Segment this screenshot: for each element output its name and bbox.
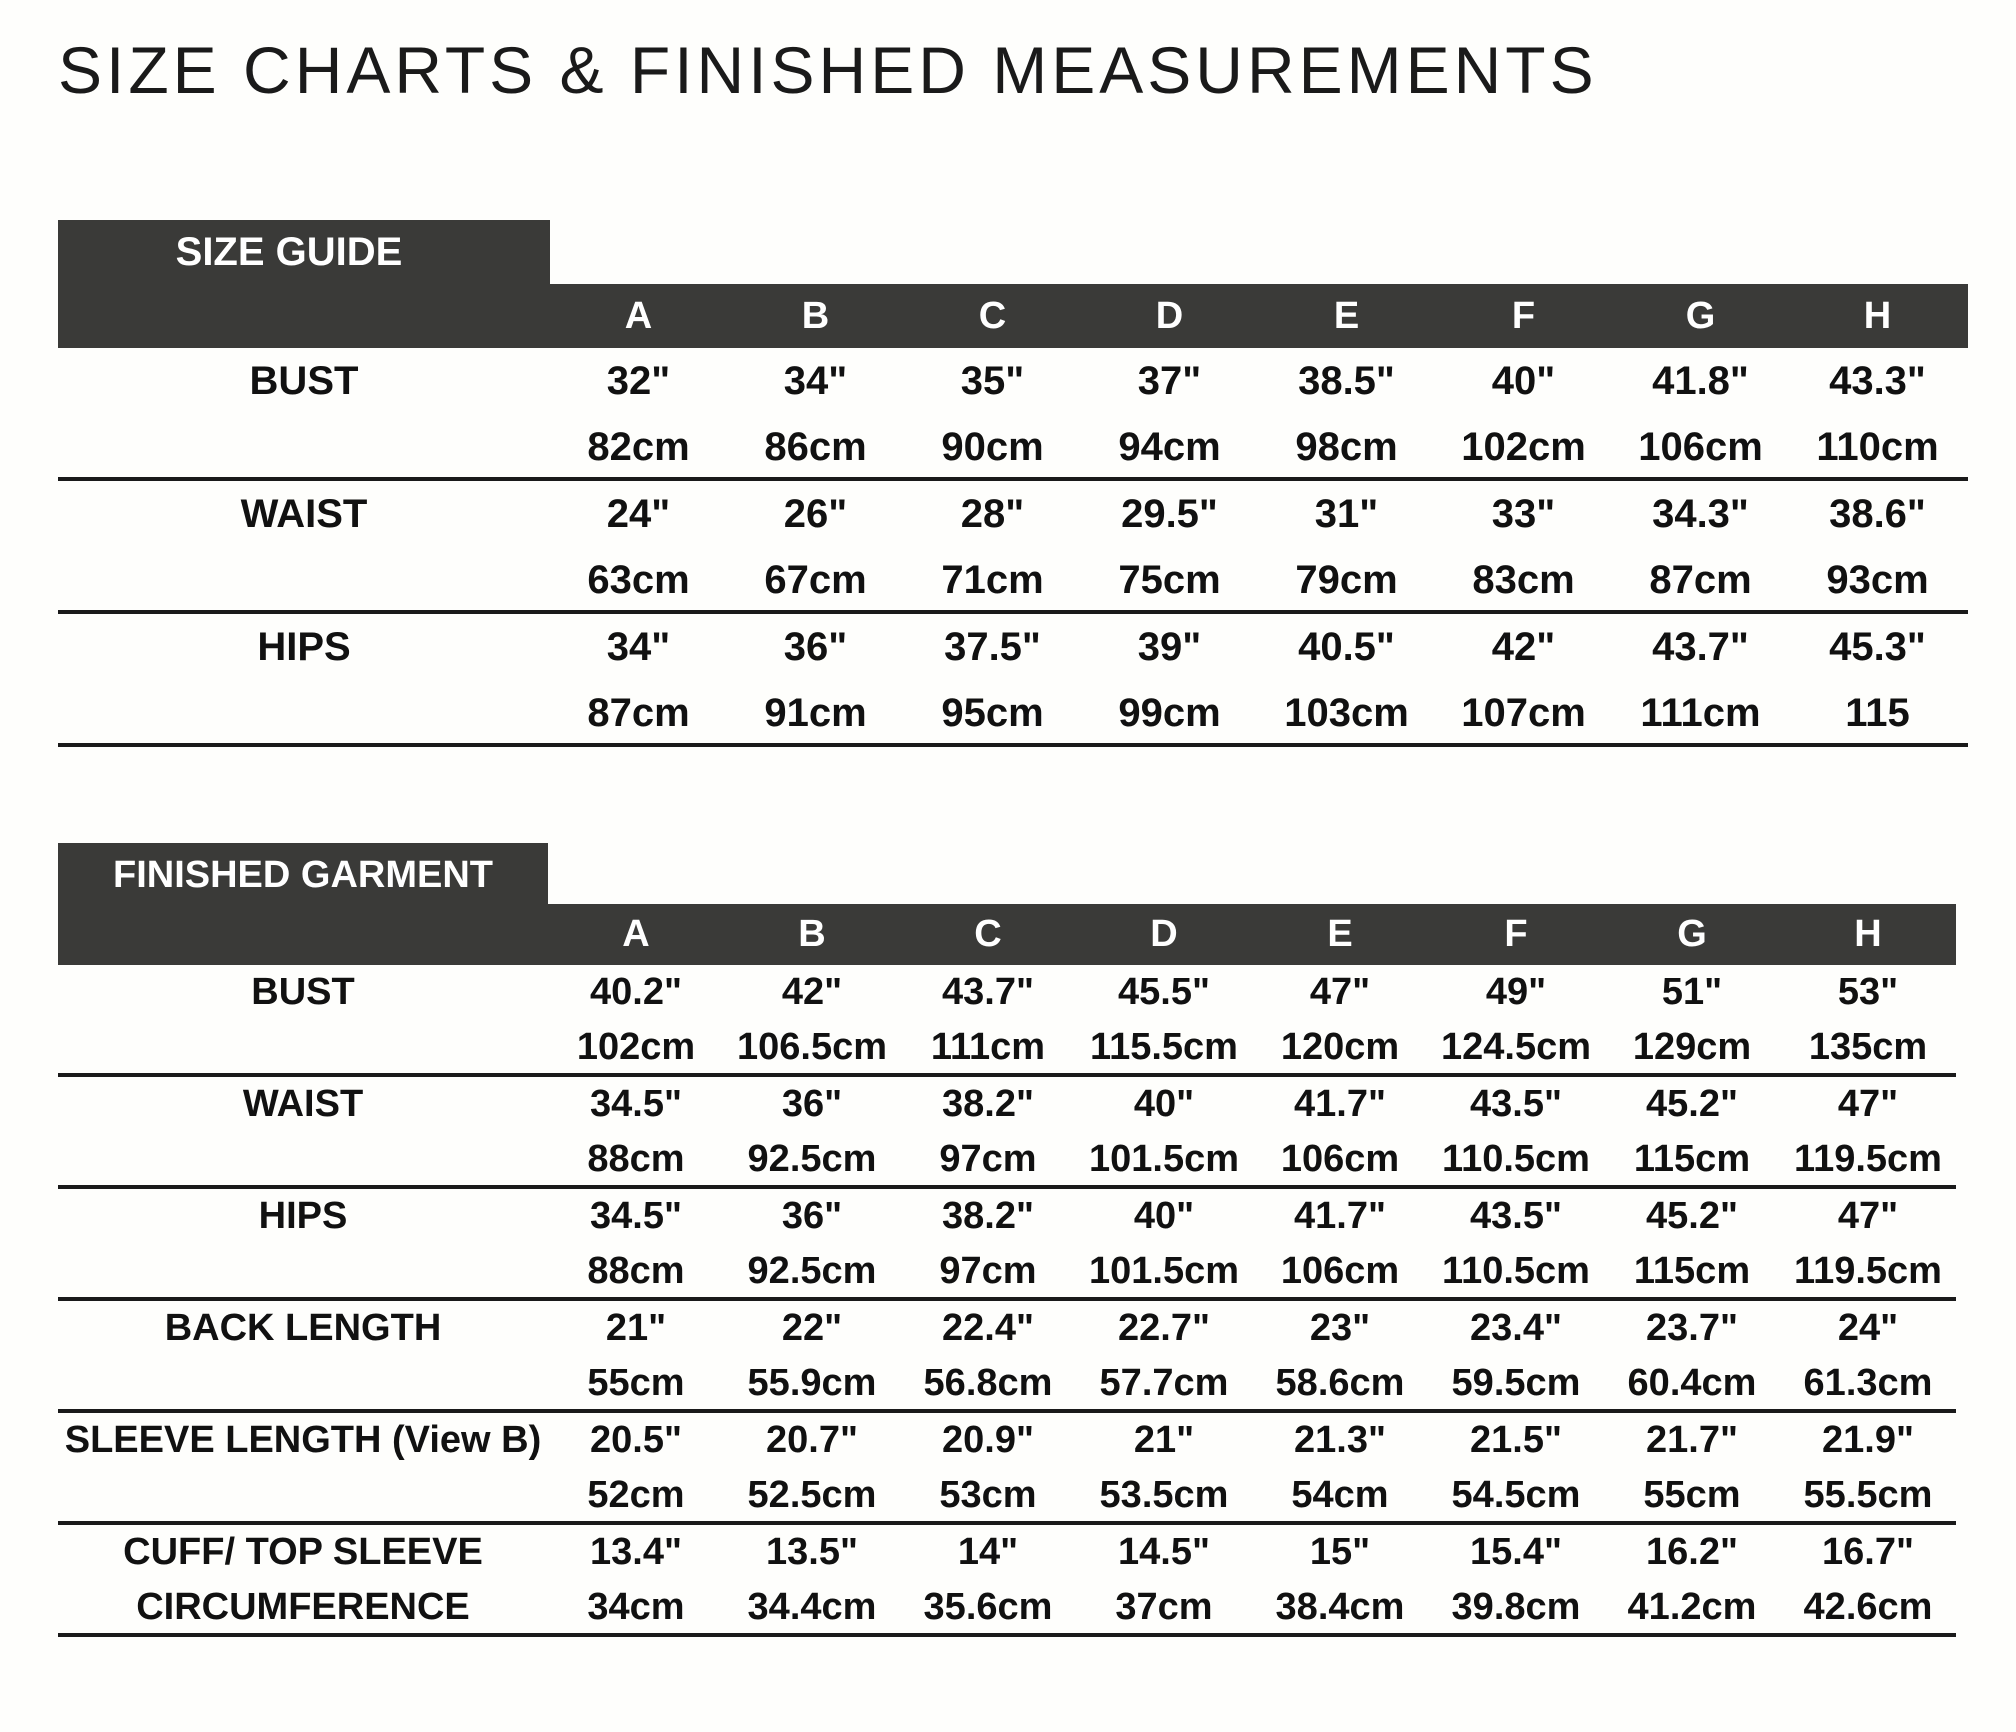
table-cell [727, 481, 904, 610]
table-cell [900, 965, 1076, 1073]
value-cm: 86cm [764, 425, 867, 469]
row-label [58, 1413, 548, 1521]
size-header-g: G [1677, 913, 1707, 955]
value-cm: 135cm [1808, 1026, 1928, 1068]
table-row [58, 1077, 1956, 1189]
value-inches: 15" [1309, 1531, 1371, 1573]
value-inches: 40" [1133, 1195, 1195, 1237]
value-inches: 21" [1133, 1419, 1195, 1461]
size-header-e: E [1333, 294, 1360, 337]
value-inches: 47" [1837, 1083, 1899, 1125]
value-cm: 94cm [1118, 425, 1221, 469]
value-cm: 53cm [939, 1474, 1037, 1516]
table-cell [1604, 1301, 1780, 1409]
table-cell [1604, 1189, 1780, 1297]
table-cell [1076, 1413, 1252, 1521]
table-cell [1258, 481, 1435, 610]
table-cell [548, 1189, 724, 1297]
value-cm: 75cm [1118, 558, 1221, 602]
value-cm: 88cm [587, 1138, 685, 1180]
value-inches: 21" [605, 1307, 667, 1349]
value-cm: 124.5cm [1440, 1026, 1591, 1068]
value-inches: 47" [1837, 1195, 1899, 1237]
value-inches: 45.5" [1118, 971, 1210, 1013]
value-cm: 91cm [764, 691, 867, 735]
table-cell [724, 1189, 900, 1297]
table-cell [724, 1525, 900, 1633]
value-cm: 106.5cm [736, 1026, 887, 1068]
row-label-text: CUFF/ TOP SLEEVE [123, 1531, 483, 1573]
value-inches: 20.5" [590, 1419, 682, 1461]
value-inches: 40" [1133, 1083, 1195, 1125]
value-inches: 41.8" [1652, 359, 1749, 403]
size-guide-table [58, 220, 1968, 750]
value-cm: 98cm [1295, 425, 1398, 469]
value-cm: 54.5cm [1451, 1474, 1581, 1516]
table-cell [1252, 1189, 1428, 1297]
value-cm: 52cm [587, 1474, 685, 1516]
size-header-f: F [1511, 294, 1536, 337]
row-label [58, 1077, 548, 1185]
table-cell [1428, 1525, 1604, 1633]
value-inches: 23" [1309, 1307, 1371, 1349]
value-inches: 41.7" [1294, 1195, 1386, 1237]
value-inches: 43.5" [1470, 1195, 1562, 1237]
value-inches: 15.4" [1470, 1531, 1562, 1573]
table-cell [1780, 1413, 1956, 1521]
table-cell [1076, 1189, 1252, 1297]
value-cm: 110.5cm [1442, 1250, 1590, 1292]
row-label [58, 614, 550, 743]
table-row [58, 481, 1968, 614]
row-label-text: BUST [249, 359, 359, 403]
value-cm: 61.3cm [1803, 1362, 1933, 1404]
row-values [548, 1413, 1956, 1521]
value-inches: 47" [1309, 971, 1371, 1013]
table-row [58, 614, 1968, 747]
row-label-text: SLEEVE LENGTH (View B) [64, 1419, 542, 1461]
value-inches: 34.3" [1652, 492, 1749, 536]
value-inches: 21.3" [1294, 1419, 1386, 1461]
table-cell [1076, 1077, 1252, 1185]
size-header-d: D [1155, 294, 1184, 337]
table-cell [1604, 965, 1780, 1073]
value-cm: 102cm [576, 1026, 696, 1068]
value-inches: 24" [1837, 1307, 1899, 1349]
table-cell [727, 614, 904, 743]
value-inches: 40.5" [1298, 625, 1395, 669]
table-cell [550, 481, 727, 610]
row-label [58, 1525, 548, 1633]
value-inches: 38.2" [942, 1083, 1034, 1125]
table-cell [1604, 1077, 1780, 1185]
table-row [58, 1301, 1956, 1413]
value-inches: 39" [1137, 625, 1202, 669]
size-header-d: D [1150, 913, 1178, 955]
value-inches: 16.2" [1646, 1531, 1738, 1573]
row-values [548, 1077, 1956, 1185]
value-inches: 45.2" [1646, 1083, 1738, 1125]
value-inches: 34.5" [590, 1083, 682, 1125]
table-cell [1428, 1413, 1604, 1521]
value-cm: 107cm [1461, 691, 1586, 735]
value-cm: 115 [1845, 691, 1910, 735]
value-inches: 42" [1491, 625, 1556, 669]
table-cell [1604, 1413, 1780, 1521]
row-label-text: HIPS [257, 625, 351, 669]
table-cell [904, 481, 1081, 610]
finished-garment-label-line1: FINISHED GARMENT [113, 854, 493, 896]
value-cm: 101.5cm [1088, 1250, 1239, 1292]
table-cell [724, 965, 900, 1073]
value-inches: 35" [960, 359, 1025, 403]
table-cell [724, 1301, 900, 1409]
value-cm: 110cm [1816, 425, 1939, 469]
value-cm: 106cm [1280, 1250, 1400, 1292]
table-cell [548, 1525, 724, 1633]
value-inches: 28" [960, 492, 1025, 536]
value-cm: 54cm [1291, 1474, 1389, 1516]
value-inches: 32" [606, 359, 671, 403]
value-cm: 59.5cm [1451, 1362, 1581, 1404]
value-cm: 115cm [1633, 1250, 1751, 1292]
table-cell [1252, 1525, 1428, 1633]
value-inches: 37.5" [944, 625, 1041, 669]
size-header-c: C [978, 294, 1007, 337]
table-cell [724, 1077, 900, 1185]
value-cm: 34.4cm [747, 1586, 877, 1628]
table-cell [727, 348, 904, 477]
value-cm: 57.7cm [1099, 1362, 1229, 1404]
value-cm: 83cm [1472, 558, 1575, 602]
table-cell [1258, 614, 1435, 743]
value-inches: 38.2" [942, 1195, 1034, 1237]
table-cell [904, 348, 1081, 477]
size-header-f: F [1504, 913, 1528, 955]
value-inches: 33" [1491, 492, 1556, 536]
table-cell [1780, 965, 1956, 1073]
value-inches: 24" [606, 492, 671, 536]
value-inches: 43.5" [1470, 1083, 1562, 1125]
value-inches: 36" [781, 1083, 843, 1125]
value-cm: 102cm [1461, 425, 1586, 469]
value-inches: 45.3" [1829, 625, 1926, 669]
table-cell [1612, 614, 1789, 743]
table-cell [1604, 1525, 1780, 1633]
value-cm: 111cm [1640, 691, 1761, 735]
value-inches: 45.2" [1646, 1195, 1738, 1237]
table-cell [550, 614, 727, 743]
size-guide-label: SIZE GUIDE [175, 229, 403, 274]
table-row [58, 1525, 1956, 1637]
size-header-b: B [798, 913, 826, 955]
table-cell [1789, 614, 1966, 743]
table-cell [1428, 965, 1604, 1073]
size-guide-header [58, 284, 1968, 348]
row-label [58, 965, 548, 1073]
value-cm: 38.4cm [1275, 1586, 1405, 1628]
value-inches: 20.7" [766, 1419, 858, 1461]
value-cm: 120cm [1280, 1026, 1400, 1068]
row-label-text: HIPS [258, 1195, 348, 1237]
row-values [550, 348, 1966, 477]
value-inches: 38.5" [1298, 359, 1395, 403]
value-inches: 26" [783, 492, 848, 536]
value-cm: 115cm [1633, 1138, 1751, 1180]
value-cm: 95cm [941, 691, 1044, 735]
size-header-e: E [1327, 913, 1353, 955]
row-label-text: WAIST [240, 492, 368, 536]
value-inches: 43.7" [942, 971, 1034, 1013]
value-cm: 87cm [587, 691, 690, 735]
table-cell [1076, 965, 1252, 1073]
table-cell [1780, 1301, 1956, 1409]
value-inches: 42" [781, 971, 843, 1013]
table-cell [1081, 481, 1258, 610]
value-cm: 110.5cm [1442, 1138, 1590, 1180]
row-label [58, 481, 550, 610]
size-header-a: A [624, 294, 653, 337]
size-header-g: G [1685, 294, 1716, 337]
value-inches: 23.7" [1646, 1307, 1738, 1349]
value-cm: 79cm [1295, 558, 1398, 602]
value-inches: 41.7" [1294, 1083, 1386, 1125]
value-cm: 82cm [587, 425, 690, 469]
table-cell [1435, 614, 1612, 743]
value-cm: 106cm [1280, 1138, 1400, 1180]
table-row [58, 1413, 1956, 1525]
value-cm: 60.4cm [1627, 1362, 1757, 1404]
value-cm: 55cm [587, 1362, 685, 1404]
table-cell [1252, 1077, 1428, 1185]
table-cell [1789, 348, 1966, 477]
row-values [548, 1525, 1956, 1633]
value-inches: 37" [1137, 359, 1202, 403]
table-cell [1252, 965, 1428, 1073]
table-cell [1081, 614, 1258, 743]
value-cm: 52.5cm [747, 1474, 877, 1516]
value-inches: 16.7" [1822, 1531, 1914, 1573]
value-inches: 13.5" [766, 1531, 858, 1573]
value-inches: 23.4" [1470, 1307, 1562, 1349]
row-label [58, 1189, 548, 1297]
table-cell [900, 1077, 1076, 1185]
value-inches: 21.9" [1822, 1419, 1914, 1461]
table-cell [1612, 481, 1789, 610]
value-inches: 29.5" [1121, 492, 1218, 536]
value-cm: 39.8cm [1451, 1586, 1581, 1628]
row-label [58, 348, 550, 477]
value-inches: 51" [1661, 971, 1723, 1013]
value-inches: 38.6" [1829, 492, 1926, 536]
table-cell [1780, 1189, 1956, 1297]
table-row [58, 965, 1956, 1077]
row-label [58, 1301, 548, 1409]
value-cm: 35.6cm [923, 1586, 1053, 1628]
size-header-c: C [974, 913, 1002, 955]
value-cm: 129cm [1632, 1026, 1752, 1068]
row-values [550, 614, 1966, 743]
value-inches: 49" [1485, 971, 1547, 1013]
value-cm: 115.5cm [1090, 1026, 1238, 1068]
value-cm: 63cm [587, 558, 690, 602]
value-cm: 41.2cm [1627, 1586, 1757, 1628]
value-cm: 103cm [1284, 691, 1409, 735]
table-cell [1428, 1301, 1604, 1409]
table-cell [548, 1301, 724, 1409]
table-cell [1780, 1077, 1956, 1185]
table-cell [1612, 348, 1789, 477]
table-row [58, 1189, 1956, 1301]
value-cm: 53.5cm [1099, 1474, 1229, 1516]
page-title: SIZE CHARTS & FINISHED MEASUREMENTS [58, 33, 1598, 107]
table-cell [900, 1525, 1076, 1633]
row-values [550, 481, 1966, 610]
table-cell [1076, 1525, 1252, 1633]
value-cm: 88cm [587, 1250, 685, 1292]
value-cm: 111cm [930, 1026, 1046, 1068]
value-inches: 14" [957, 1531, 1019, 1573]
value-inches: 21.5" [1470, 1419, 1562, 1461]
table-cell [1789, 481, 1966, 610]
table-cell [900, 1301, 1076, 1409]
value-inches: 34" [606, 625, 671, 669]
size-header-h: H [1863, 294, 1892, 337]
value-cm: 119.5cm [1794, 1138, 1942, 1180]
row-label-text: WAIST [242, 1083, 364, 1125]
table-cell [1428, 1077, 1604, 1185]
table-cell [900, 1413, 1076, 1521]
size-header-a: A [622, 913, 650, 955]
value-inches: 34.5" [590, 1195, 682, 1237]
table-cell [1435, 348, 1612, 477]
value-cm: 67cm [764, 558, 867, 602]
value-cm: 37cm [1115, 1586, 1213, 1628]
table-cell [724, 1413, 900, 1521]
table-cell [548, 1077, 724, 1185]
table-cell [900, 1189, 1076, 1297]
value-inches: 34" [783, 359, 848, 403]
value-inches: 14.5" [1118, 1531, 1210, 1573]
table-cell [1435, 481, 1612, 610]
finished-garment-header [58, 904, 1956, 965]
value-cm: 55.5cm [1803, 1474, 1933, 1516]
size-header-h: H [1854, 913, 1882, 955]
value-cm: 92.5cm [747, 1250, 877, 1292]
size-guide-tab [58, 220, 550, 284]
value-cm: 92.5cm [747, 1138, 877, 1180]
value-inches: 36" [781, 1195, 843, 1237]
value-cm: 106cm [1638, 425, 1763, 469]
value-cm: 34cm [587, 1586, 685, 1628]
value-inches: 36" [783, 625, 848, 669]
value-inches: 20.9" [942, 1419, 1034, 1461]
table-cell [548, 965, 724, 1073]
value-cm: 93cm [1826, 558, 1929, 602]
value-inches: 31" [1314, 492, 1379, 536]
value-cm: 42.6cm [1803, 1586, 1933, 1628]
value-cm: 97cm [939, 1138, 1037, 1180]
size-header-b: B [801, 294, 830, 337]
table-cell [904, 614, 1081, 743]
value-inches: 22" [781, 1307, 843, 1349]
value-inches: 40.2" [590, 971, 682, 1013]
table-cell [1076, 1301, 1252, 1409]
row-label-text-line2: CIRCUMFERENCE [136, 1586, 470, 1628]
value-inches: 43.7" [1652, 625, 1749, 669]
row-values [548, 965, 1956, 1073]
value-inches: 13.4" [590, 1531, 682, 1573]
table-cell [1252, 1413, 1428, 1521]
value-cm: 101.5cm [1088, 1138, 1239, 1180]
row-label-text: BACK LENGTH [164, 1307, 442, 1349]
table-cell [1252, 1301, 1428, 1409]
table-cell [1428, 1189, 1604, 1297]
value-cm: 99cm [1118, 691, 1221, 735]
table-row [58, 348, 1968, 481]
table-cell [1258, 348, 1435, 477]
value-cm: 87cm [1649, 558, 1752, 602]
value-inches: 40" [1491, 359, 1556, 403]
value-cm: 55cm [1643, 1474, 1741, 1516]
row-values [548, 1301, 1956, 1409]
value-cm: 119.5cm [1794, 1250, 1942, 1292]
value-inches: 43.3" [1829, 359, 1926, 403]
value-cm: 58.6cm [1275, 1362, 1405, 1404]
table-cell [550, 348, 727, 477]
row-values [548, 1189, 1956, 1297]
table-cell [1780, 1525, 1956, 1633]
table-cell [1081, 348, 1258, 477]
value-cm: 55.9cm [747, 1362, 877, 1404]
row-label-text: BUST [251, 971, 355, 1013]
value-cm: 97cm [939, 1250, 1037, 1292]
value-cm: 71cm [941, 558, 1044, 602]
finished-garment-table [58, 843, 1956, 1643]
table-cell [548, 1413, 724, 1521]
value-inches: 22.4" [942, 1307, 1034, 1349]
value-cm: 56.8cm [923, 1362, 1053, 1404]
value-inches: 53" [1837, 971, 1899, 1013]
value-cm: 90cm [941, 425, 1044, 469]
value-inches: 21.7" [1646, 1419, 1738, 1461]
value-inches: 22.7" [1118, 1307, 1210, 1349]
